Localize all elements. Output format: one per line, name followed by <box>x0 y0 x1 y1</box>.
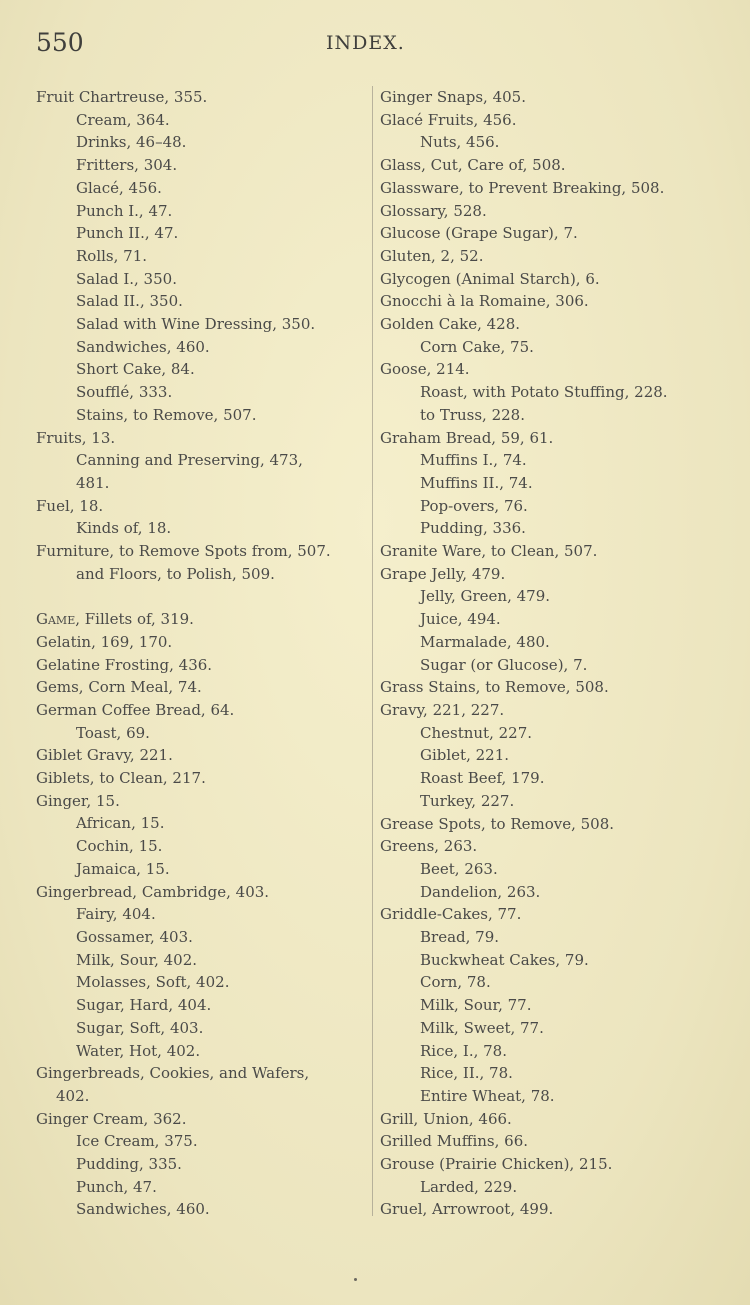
index-entry: Pudding, 335. <box>76 1155 182 1174</box>
page-header <box>36 28 714 58</box>
index-entry: Cream, 364. <box>76 110 170 129</box>
index-entry: Roast, with Potato Stuffing, 228. <box>420 383 668 402</box>
index-entry: Pudding, 336. <box>420 519 526 538</box>
index-entry: Turkey, 227. <box>420 791 515 810</box>
index-entry: Water, Hot, 402. <box>76 1041 201 1060</box>
index-entry: Graham Bread, 59, 61. <box>380 428 554 447</box>
index-entry: Grill, Union, 466. <box>380 1109 512 1128</box>
index-entry: to Truss, 228. <box>420 405 525 424</box>
index-entry: Sandwiches, 460. <box>76 1200 210 1219</box>
index-entry: Glassware, to Prevent Breaking, 508. <box>380 178 665 197</box>
index-entry: Glacé, 456. <box>76 178 162 197</box>
index-entry: Toast, 69. <box>76 723 150 742</box>
index-entry: Goose, 214. <box>380 360 470 379</box>
index-entry: Jamaica, 15. <box>76 859 170 878</box>
index-entry: African, 15. <box>76 814 165 833</box>
index-entry: Kinds of, 18. <box>76 519 172 538</box>
index-entry: Gingerbread, Cambridge, 403. <box>36 882 270 901</box>
index-entry: Cochin, 15. <box>76 837 163 856</box>
index-entry: Fruit Chartreuse, 355. <box>36 88 208 106</box>
index-entry: Roast Beef, 179. <box>420 769 545 788</box>
index-entry: Giblet, 221. <box>420 746 510 765</box>
index-entry: Larded, 229. <box>420 1177 518 1196</box>
index-entry: Grease Spots, to Remove, 508. <box>380 814 615 833</box>
index-entry: Gems, Corn Meal, 74. <box>36 678 202 697</box>
index-entry: Buckwheat Cakes, 79. <box>420 950 589 969</box>
index-entry: Gravy, 221, 227. <box>380 700 505 719</box>
index-entry: Molasses, Soft, 402. <box>76 973 230 992</box>
index-entry: Fruits, 13. <box>36 428 116 447</box>
index-entry: Golden Cake, 428. <box>380 315 521 334</box>
index-entry: Glossary, 528. <box>380 201 487 220</box>
index-entry: Milk, Sour, 402. <box>76 950 198 969</box>
index-entry: Glacé Fruits, 456. <box>380 110 517 129</box>
index-entry: Punch, 47. <box>76 1177 157 1196</box>
index-entry: Muffins I., 74. <box>420 451 527 470</box>
index-entry: Game, Fillets of, 319. <box>36 610 194 629</box>
index-entry: Salad II., 350. <box>76 292 183 311</box>
index-entry: 402. <box>56 1086 90 1105</box>
index-entry: Glucose (Grape Sugar), 7. <box>380 224 578 243</box>
index-entry: Bread, 79. <box>420 928 500 947</box>
index-entry: Gossamer, 403. <box>76 928 193 946</box>
index-entry: Marmalade, 480. <box>420 632 550 651</box>
print-speck <box>354 1278 357 1281</box>
index-entry: Gluten, 2, 52. <box>380 246 484 265</box>
index-entry: Grass Stains, to Remove, 508. <box>380 678 609 697</box>
index-entry: Grouse (Prairie Chicken), 215. <box>380 1155 613 1174</box>
index-entry: Milk, Sweet, 77. <box>420 1018 544 1037</box>
index-entry: Rice, II., 78. <box>420 1064 513 1083</box>
index-entry: Canning and Preserving, 473, <box>76 451 303 470</box>
index-entry: Ice Cream, 375. <box>76 1132 198 1151</box>
index-entry: Sandwiches, 460. <box>76 337 210 356</box>
index-entry: Nuts, 456. <box>420 133 500 152</box>
index-entry: Gruel, Arrowroot, 499. <box>380 1200 554 1219</box>
index-entry: Giblet Gravy, 221. <box>36 746 173 765</box>
index-entry: 481. <box>76 473 110 492</box>
index-entry: Greens, 263. <box>380 837 478 856</box>
index-entry: Pop-overs, 76. <box>420 496 528 515</box>
index-entry: Soufflé, 333. <box>76 383 173 402</box>
index-entry: Glass, Cut, Care of, 508. <box>380 156 566 175</box>
index-entry: German Coffee Bread, 64. <box>36 700 235 719</box>
index-entry: and Floors, to Polish, 509. <box>76 564 275 583</box>
index-entry: Muffins II., 74. <box>420 473 533 492</box>
index-entry: Grilled Muffins, 66. <box>380 1132 529 1151</box>
index-entry: Griddle-Cakes, 77. <box>380 905 522 924</box>
index-entry: Entire Wheat, 78. <box>420 1086 555 1105</box>
index-entry: Salad with Wine Dressing, 350. <box>76 315 316 334</box>
index-entry: Punch I., 47. <box>76 201 173 220</box>
index-column-left <box>36 86 371 1221</box>
index-entry: Gnocchi à la Romaine, 306. <box>380 292 589 311</box>
index-column-right <box>380 86 720 1221</box>
index-entry: Gingerbreads, Cookies, and Wafers, <box>36 1064 310 1083</box>
index-entry: Salad I., 350. <box>76 269 177 288</box>
index-entry: Stains, to Remove, 507. <box>76 405 257 424</box>
index-entry: Gelatine Frosting, 436. <box>36 655 213 674</box>
index-entry: Milk, Sour, 77. <box>420 996 532 1015</box>
index-entry: Ginger Cream, 362. <box>36 1109 187 1128</box>
index-entry: Giblets, to Clean, 217. <box>36 769 206 788</box>
page-number: 550 <box>36 28 84 57</box>
index-entry: Rice, I., 78. <box>420 1041 507 1060</box>
index-entry: Grape Jelly, 479. <box>380 564 506 583</box>
index-entry: Jelly, Green, 479. <box>420 587 551 606</box>
index-entry: Drinks, 46–48. <box>76 133 187 152</box>
column-rule <box>372 86 373 1216</box>
index-entry: Chestnut, 227. <box>420 723 533 742</box>
index-entry: Granite Ware, to Clean, 507. <box>380 542 598 561</box>
index-entry: Juice, 494. <box>420 610 501 629</box>
running-head: INDEX. <box>326 32 405 54</box>
index-entry: Ginger Snaps, 405. <box>380 88 526 106</box>
index-entry: Glycogen (Animal Starch), 6. <box>380 269 600 288</box>
index-entry: Punch II., 47. <box>76 224 179 243</box>
index-entry: Fairy, 404. <box>76 905 156 924</box>
index-entry: Sugar (or Glucose), 7. <box>420 655 588 674</box>
index-entry: Sugar, Hard, 404. <box>76 996 212 1015</box>
index-entry: Ginger, 15. <box>36 791 120 810</box>
index-entry: Beet, 263. <box>420 859 498 878</box>
index-entry: Rolls, 71. <box>76 246 148 265</box>
index-entry: Fuel, 18. <box>36 496 104 515</box>
index-entry: Corn, 78. <box>420 973 491 992</box>
index-entry: Short Cake, 84. <box>76 360 195 379</box>
index-entry: Corn Cake, 75. <box>420 337 534 356</box>
index-entry: Furniture, to Remove Spots from, 507. <box>36 542 331 561</box>
index-entry: Dandelion, 263. <box>420 882 541 901</box>
index-entry: Fritters, 304. <box>76 156 178 175</box>
index-entry: Sugar, Soft, 403. <box>76 1018 204 1037</box>
index-entry: Gelatin, 169, 170. <box>36 632 173 651</box>
